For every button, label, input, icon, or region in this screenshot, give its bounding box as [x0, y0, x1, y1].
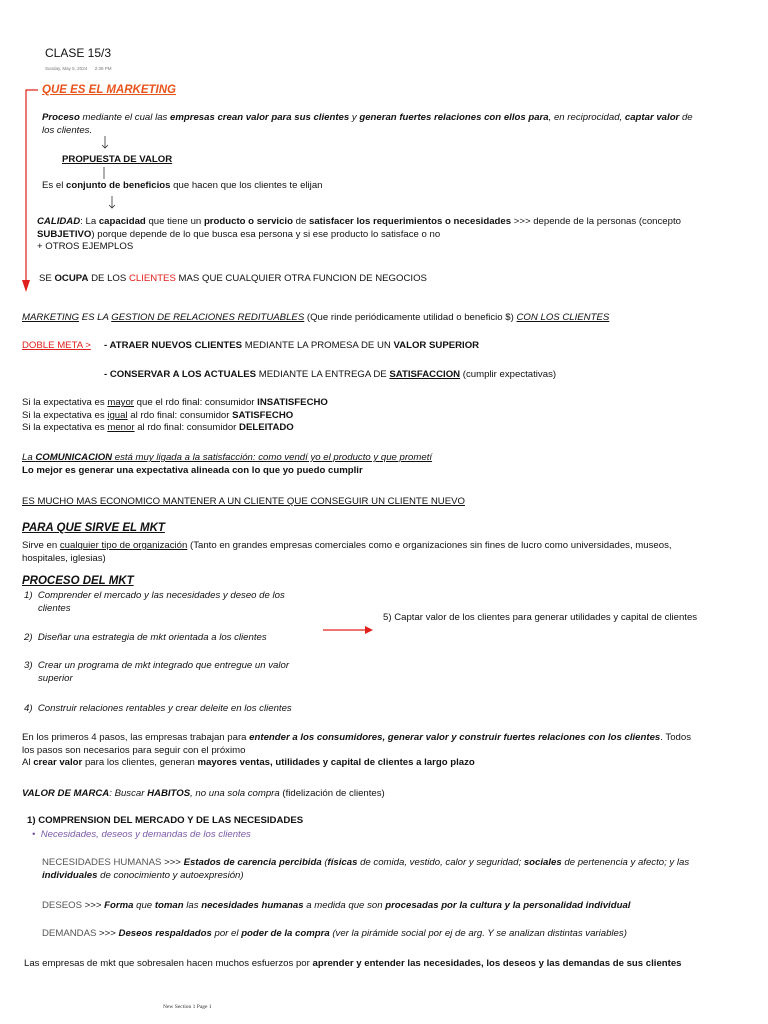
section-heading-sirve: PARA QUE SIRVE EL MKT: [22, 522, 165, 534]
section-heading-marketing: QUE ES EL MARKETING: [42, 84, 176, 96]
bullet-dot-icon: •: [32, 829, 36, 840]
beneficios-line: Es el conjunto de beneficios que hacen que los clientes te elijan: [42, 180, 323, 191]
economico-line: ES MUCHO MAS ECONOMICO MANTENER A UN CLIENTE QUE CONSEGUIR UN CLIENTE NUEVO: [22, 496, 465, 507]
doble-meta-2: - CONSERVAR A LOS ACTUALES MEDIANTE LA ENTREGA DE SATISFACCION (cumplir expectativas): [104, 369, 557, 380]
page-title: CLASE 15/3: [45, 46, 112, 60]
vertical-line-icon: [102, 167, 106, 179]
resumen-block: En los primeros 4 pasos, las empresas trabajan para entender a los consumidores, generar valor y construir fuertes relaciones con los clientes. Todos los pasos son necesarios para seguir con el próximo Al crear valor para los clientes, generan mayores ventas, utilidades y capital de clientes a largo plazo: [22, 732, 692, 768]
propuesta-de-valor: PROPUESTA DE VALOR: [62, 154, 173, 165]
necesidades-block: NECESIDADES HUMANAS >>> Estados de carencia percibida (físicas de comida, vestido, calor y seguridad; sociales de pertenencia y afecto; y las individuales de conocimiento y autoexpresión): [42, 857, 690, 881]
proceso-step-5: 5) Captar valor de los clientes para generar utilidades y capital de clientes: [383, 612, 698, 623]
doble-meta-label: DOBLE META >: [22, 340, 91, 351]
down-arrow-icon: [107, 196, 117, 210]
page-meta: [45, 66, 111, 71]
red-bracket-arrow: [22, 86, 42, 302]
sirve-text: Sirve en cualquier tipo de organización (Tanto en grandes empresas comerciales como e organizaciones sin fines de lucro como universidades, museos, hospitales, iglesias): [22, 540, 672, 564]
gestion-line: MARKETING ES LA GESTION DE RELACIONES REDITUABLES (Que rinde periódicamente utilidad o beneficio $) CON LOS CLIENTES: [22, 312, 610, 323]
expectativa-row: Si la expectativa es igual al rdo final: consumidor SATISFECHO: [22, 409, 294, 421]
marketing-definition: Proceso mediante el cual las empresas crean valor para sus clientes y generan fuertes relaciones con ellos para, en reciprocidad, captar valor de los clientes.: [42, 112, 693, 136]
ocupa-line: SE OCUPA DE LOS CLIENTES MAS QUE CUALQUIER OTRA FUNCION DE NEGOCIOS: [39, 273, 427, 284]
page-time: 2:39 PM: [94, 66, 112, 71]
expectativa-row: Si la expectativa es menor al rdo final: consumidor DELEITADO: [22, 422, 294, 433]
page-footer: New Section 1 Page 1: [163, 1004, 212, 1010]
comprension-bullet: • Necesidades, deseos y demandas de los clientes: [32, 829, 251, 840]
proceso-step-3: 3) Crear un programa de mkt integrado que entregue un valor superior: [24, 660, 290, 684]
doble-meta-1: - ATRAER NUEVOS CLIENTES MEDIANTE LA PROMESA DE UN VALOR SUPERIOR: [104, 340, 480, 351]
proceso-step-2: 2) Diseñar una estrategia de mkt orientada a los clientes: [24, 632, 267, 643]
valor-de-marca: VALOR DE MARCA: Buscar HABITOS, no una sola compra (fidelización de clientes): [22, 788, 385, 799]
expectativas-list: [22, 397, 328, 435]
expectativa-row: Si la expectativa es mayor que el rdo final: consumidor INSATISFECHO: [22, 397, 328, 408]
deseos-line: DESEOS >>> Forma que toman las necesidades humanas a medida que son procesadas por la cultura y la personalidad individual: [42, 900, 631, 911]
proceso-step-4: 4) Construir relaciones rentables y crear deleite en los clientes: [24, 703, 292, 714]
final-line: Las empresas de mkt que sobresalen hacen muchos esfuerzos por aprender y entender las necesidades, los deseos y las demandas de sus clientes: [24, 958, 682, 969]
proceso-step-1: 1) Comprender el mercado y las necesidades y deseo de los clientes: [24, 590, 285, 614]
calidad-block: CALIDAD: La capacidad que tiene un producto o servicio de satisfacer los requerimientos o necesidades >>> depende de la personas (concepto SUBJETIVO) porque depende de lo que busca esa persona y si ese producto lo satisface o no + OTROS EJEMPLOS: [37, 216, 681, 252]
down-arrow-icon: [100, 136, 110, 150]
page-date: Sunday, May 5, 2024: [45, 66, 88, 71]
right-arrow-icon: [323, 624, 373, 636]
demandas-line: DEMANDAS >>> Deseos respaldados por el poder de la compra (ver la pirámide social por ej de arg. Y se analizan distintas variables): [42, 928, 627, 939]
comunicacion-block: La COMUNICACION está muy ligada a la satisfacción: como vendí yo el producto y que prometí Lo mejor es generar una expectativa alineada con lo que yo puedo cumplir: [22, 452, 433, 476]
section-heading-proceso: PROCESO DEL MKT: [22, 575, 134, 587]
comprension-heading: 1) COMPRENSION DEL MERCADO Y DE LAS NECESIDADES: [27, 815, 304, 826]
